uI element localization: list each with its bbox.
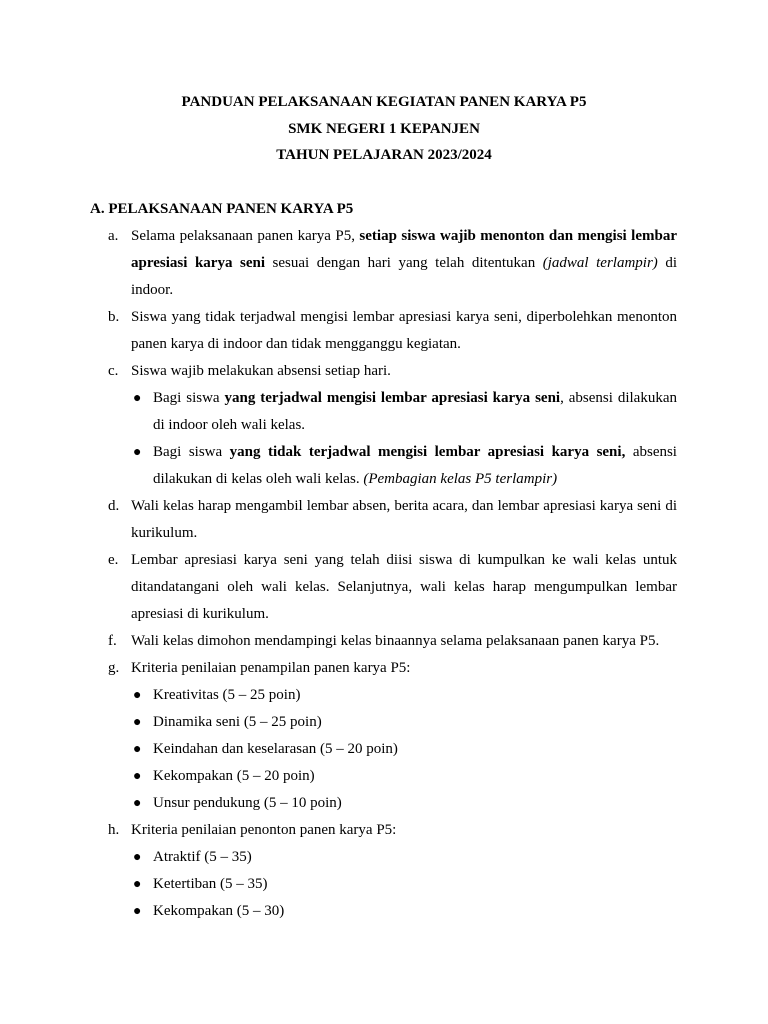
item-g: [108, 655, 677, 817]
item-marker: g.: [108, 660, 120, 676]
criteria-text: Unsur pendukung (5 – 10 poin): [153, 795, 342, 811]
item-text: Selama pelaksanaan panen karya P5,: [131, 228, 360, 244]
absensi-bullets: [131, 385, 677, 493]
criteria-item: [131, 682, 677, 709]
item-text: Kriteria penilaian penampilan panen karya P5:: [131, 660, 411, 676]
item-marker: d.: [108, 498, 120, 514]
document-header: [0, 89, 768, 169]
criteria-item: [131, 871, 677, 898]
bullet-icon: ●: [133, 904, 142, 919]
section-title: A. PELAKSANAAN PANEN KARYA P5: [90, 201, 354, 217]
criteria-text: Dinamika seni (5 – 25 poin): [153, 714, 322, 730]
criteria-text: Kekompakan (5 – 30): [153, 903, 285, 919]
bullet-text: , absensi dilakukan di indoor oleh wali kelas.: [153, 390, 677, 433]
criteria-item: [131, 844, 677, 871]
criteria-text: Atraktif (5 – 35): [153, 849, 252, 865]
item-b: [108, 304, 677, 358]
header-title: PANDUAN PELAKSANAAN KEGIATAN PANEN KARYA P5: [181, 94, 587, 110]
header-year: TAHUN PELAJARAN 2023/2024: [276, 147, 492, 163]
item-text: di indoor.: [131, 255, 678, 298]
criteria-text: Ketertiban (5 – 35): [153, 876, 268, 892]
bullet-text: Bagi siswa: [153, 390, 225, 406]
item-text: sesuai dengan hari yang telah ditentukan: [265, 255, 543, 271]
item-e: [108, 547, 677, 628]
bullet-italic-note: (Pembagian kelas P5 terlampir): [363, 471, 558, 487]
item-a: [108, 223, 677, 304]
item-marker: c.: [108, 363, 119, 379]
item-marker: a.: [108, 228, 119, 244]
item-text: Wali kelas dimohon mendampingi kelas binaannya selama pelaksanaan panen karya P5.: [131, 633, 660, 649]
item-marker: f.: [108, 633, 117, 649]
bullet-icon: ●: [133, 877, 142, 892]
penampilan-criteria-list: [131, 682, 677, 817]
bullet-item: [131, 385, 677, 439]
penonton-criteria-list: [131, 844, 677, 925]
criteria-item: [131, 790, 677, 817]
header-school: SMK NEGERI 1 KEPANJEN: [288, 120, 480, 137]
bullet-icon: ●: [133, 769, 142, 784]
item-bold-text: setiap siswa wajib menonton dan mengisi lembar apresiasi karya seni: [131, 228, 677, 271]
bullet-icon: ●: [133, 715, 142, 730]
item-text: Siswa wajib melakukan absensi setiap hari.: [131, 363, 391, 379]
bullet-bold-text: yang tidak terjadwal mengisi lembar apresiasi karya seni,: [229, 444, 626, 460]
item-f: [108, 628, 677, 655]
item-list: [108, 223, 677, 925]
bullet-text: Bagi siswa: [153, 444, 230, 460]
item-marker: h.: [108, 822, 120, 838]
bullet-icon: ●: [133, 850, 142, 865]
criteria-item: [131, 898, 677, 925]
item-text: Kriteria penilaian penonton panen karya P5:: [131, 822, 397, 838]
item-marker: e.: [108, 552, 119, 568]
bullet-bold-text: yang terjadwal mengisi lembar apresiasi karya seni: [224, 390, 561, 406]
item-c: [108, 358, 677, 493]
bullet-icon: ●: [133, 742, 142, 757]
bullet-icon: ●: [133, 688, 142, 703]
item-text: Wali kelas harap mengambil lembar absen, berita acara, dan lembar apresiasi karya seni di kurikulum.: [131, 498, 677, 541]
bullet-icon: ●: [133, 445, 142, 460]
bullet-item: [131, 439, 677, 493]
criteria-text: Kekompakan (5 – 20 poin): [153, 768, 315, 784]
criteria-item: [131, 709, 677, 736]
item-italic-note: (jadwal terlampir): [542, 255, 658, 271]
criteria-item: [131, 763, 677, 790]
criteria-item: [131, 736, 677, 763]
bullet-icon: ●: [133, 391, 142, 406]
item-marker: b.: [108, 309, 120, 325]
item-text: Lembar apresiasi karya seni yang telah diisi siswa di kumpulkan ke wali kelas untuk ditandatangani oleh wali kelas. Selanjutnya, wali kelas harap mengumpulkan lembar apresiasi di kurikulum.: [131, 552, 677, 622]
item-text: Siswa yang tidak terjadwal mengisi lembar apresiasi karya seni, diperbolehkan menonton panen karya di indoor dan tidak mengganggu kegiatan.: [131, 309, 677, 352]
item-h: [108, 817, 677, 925]
bullet-text: absensi dilakukan di kelas oleh wali kelas.: [153, 444, 677, 487]
item-d: [108, 493, 677, 547]
criteria-text: Kreativitas (5 – 25 poin): [153, 687, 301, 703]
bullet-icon: ●: [133, 796, 142, 811]
criteria-text: Keindahan dan keselarasan (5 – 20 poin): [153, 741, 398, 757]
